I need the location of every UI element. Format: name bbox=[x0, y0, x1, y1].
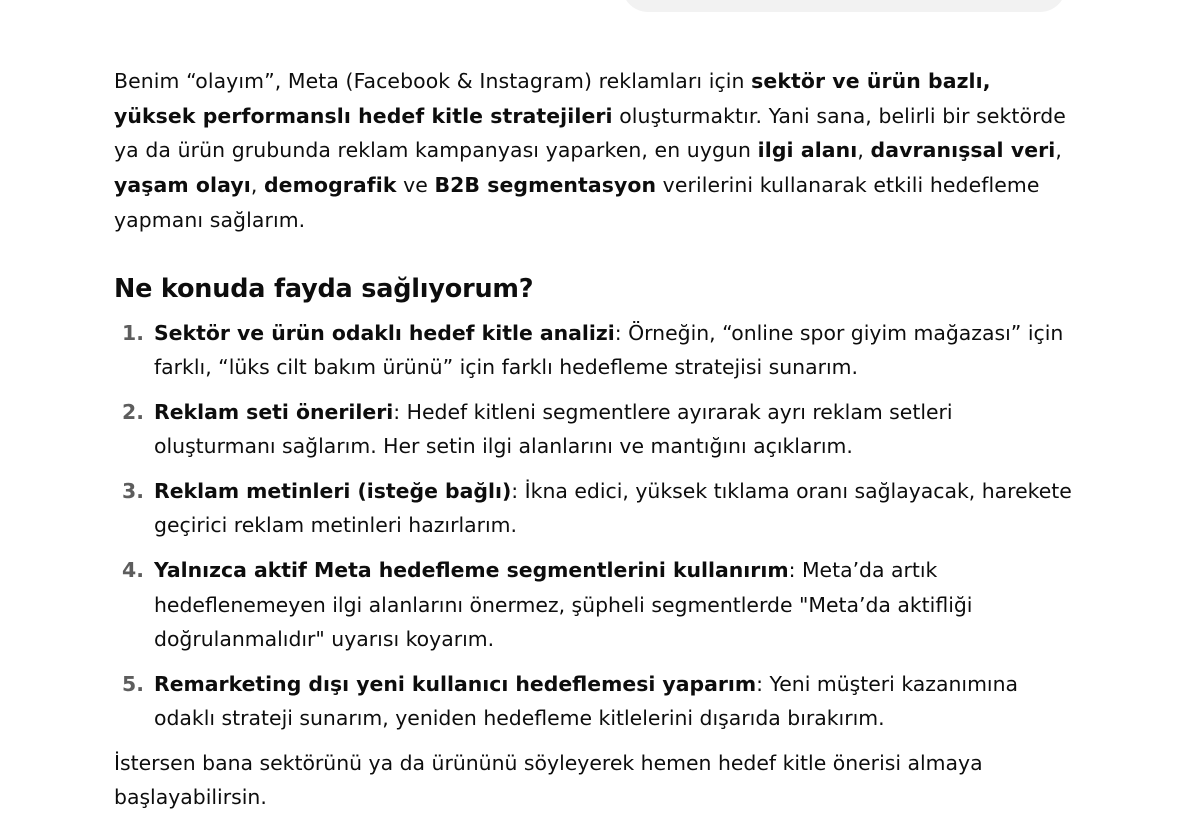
intro-text: ve bbox=[396, 173, 435, 198]
intro-text: , bbox=[1055, 138, 1062, 163]
list-item-title: Sektör ve ürün odaklı hedef kitle analizi bbox=[154, 320, 615, 345]
list-number: 2. bbox=[122, 399, 144, 424]
outro-paragraph: İstersen bana sektörünü ya da ürününü söyleyerek hemen hedef kitle önerisi almaya başlayabilirsin. bbox=[114, 750, 983, 810]
list-item-text: : Meta’da artık hedeflenemeyen ilgi alanlarını önermez, şüpheli segmentlerde "Meta’da aktifliği doğrulanmalıdır" uyarısı koyarım. bbox=[154, 557, 973, 652]
intro-bold: B2B segmentasyon bbox=[434, 173, 657, 198]
intro-bold: yaşam olayı bbox=[114, 173, 251, 198]
list-number: 4. bbox=[122, 557, 144, 582]
list-item-text: : İkna edici, yüksek tıklama oranı sağlayacak, harekete geçirici reklam metinleri hazırlarım. bbox=[154, 478, 1072, 538]
benefits-list bbox=[114, 316, 1074, 736]
intro-paragraph bbox=[114, 64, 1074, 238]
list-item bbox=[114, 316, 1074, 385]
intro-text: Benim “olayım”, Meta (Facebook & Instagram) reklamları için bbox=[114, 69, 752, 93]
list-item-text: : Örneğin, “online spor giyim mağazası” için farklı, “lüks cilt bakım ürünü” için farklı hedefleme stratejisi sunarım. bbox=[154, 320, 1064, 380]
list-item-title: Reklam metinleri (isteğe bağlı) bbox=[154, 478, 512, 503]
list-number: 1. bbox=[122, 320, 144, 345]
intro-bold: sektör ve ürün bazlı, yüksek performanslı hedef kitle stratejileri bbox=[114, 69, 991, 128]
user-message-bubble bbox=[622, 0, 1066, 12]
list-item bbox=[114, 553, 1074, 657]
list-item bbox=[114, 395, 1074, 464]
intro-text: verilerini kullanarak etkili hedefleme yapmanı sağlarım. bbox=[114, 173, 1040, 232]
list-item-text: : Yeni müşteri kazanımına odaklı strateji sunarım, yeniden hedefleme kitlelerini dışarıda bırakırım. bbox=[154, 671, 1019, 731]
list-item bbox=[114, 667, 1074, 736]
list-item-title: Remarketing dışı yeni kullanıcı hedeflemesi yaparım bbox=[154, 671, 757, 696]
section-heading: Ne konuda fayda sağlıyorum? bbox=[114, 273, 534, 304]
intro-bold: davranışsal veri bbox=[870, 138, 1056, 163]
intro-text: , bbox=[250, 173, 264, 198]
list-item-title: Yalnızca aktif Meta hedefleme segmentlerini kullanırım bbox=[154, 557, 789, 582]
list-item-title: Reklam seti önerileri bbox=[154, 399, 394, 424]
assistant-message bbox=[114, 64, 1074, 815]
list-number: 5. bbox=[122, 671, 144, 696]
intro-bold: demografik bbox=[263, 173, 397, 198]
list-item-text: : Hedef kitleni segmentlere ayırarak ayrı reklam setleri oluşturmanı sağlarım. Her setin ilgi alanlarını ve mantığını açıklarım. bbox=[154, 399, 953, 459]
intro-bold: ilgi alanı bbox=[757, 138, 858, 163]
list-item bbox=[114, 474, 1074, 543]
intro-text: oluşturmaktır. Yani sana, belirli bir sektörde ya da ürün grubunda reklam kampanyası yaparken, en uygun bbox=[114, 103, 1066, 163]
intro-text: , bbox=[857, 138, 871, 163]
list-number: 3. bbox=[122, 478, 144, 503]
